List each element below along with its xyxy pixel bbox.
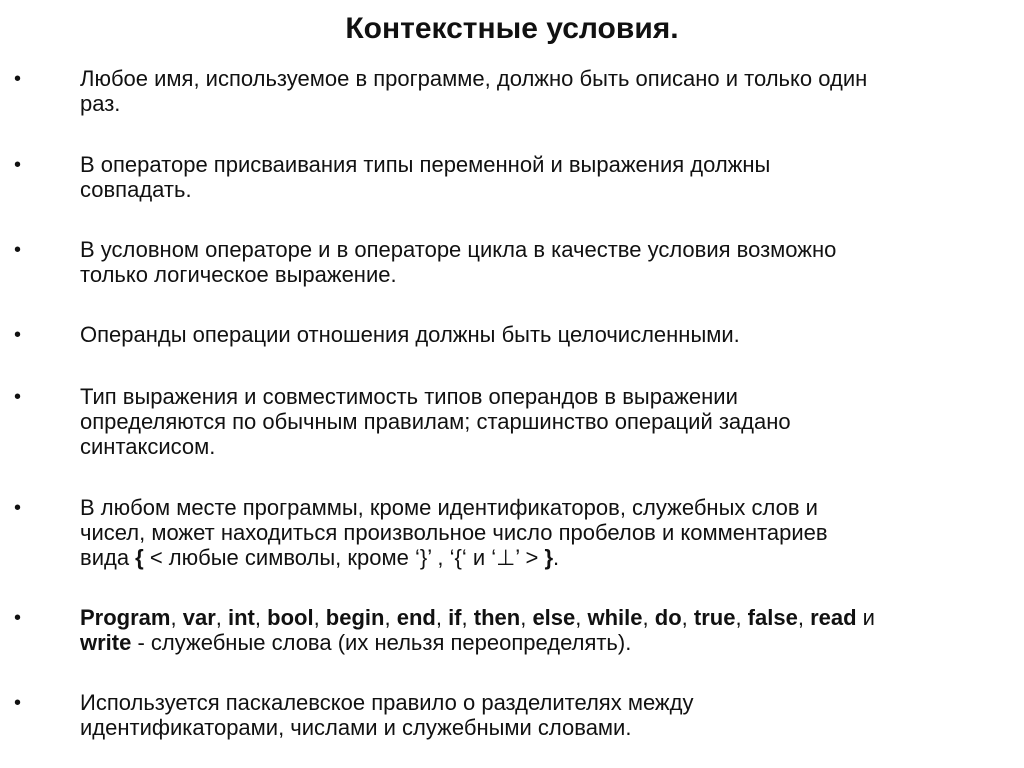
keyword: bool (267, 605, 314, 630)
bullet-icon: • (14, 239, 22, 261)
list-item-text: В операторе присваивания типы переменной и выражения должны совпадать. (80, 152, 771, 202)
close-brace: } (544, 545, 553, 570)
keyword: do (654, 605, 682, 630)
bullet-icon: • (14, 607, 22, 629)
keyword: false (747, 605, 798, 630)
keyword: int (228, 605, 255, 630)
list-item-text (80, 605, 1010, 655)
keyword-separator: , (170, 605, 183, 630)
list-item-text: В условном операторе и в операторе цикла в качестве условия возможно только логическое выражение. (80, 237, 837, 287)
keyword-separator: , (642, 605, 655, 630)
keyword: true (693, 605, 736, 630)
keyword-description: - служебные слова (их нельзя переопределять). (131, 630, 632, 655)
keyword: else (532, 605, 576, 630)
keyword-separator: , (461, 605, 474, 630)
keyword-separator: , (215, 605, 228, 630)
list-item-text: В любом месте программы, кроме идентификаторов, служебных слов и чисел, может находиться произвольное число пробелов и комментариев вида { < любые символы, кроме ‘}’ , ‘{‘ и ‘⊥’ > }. (80, 495, 828, 570)
keyword: then (473, 605, 521, 630)
bullet-icon: • (14, 386, 22, 408)
keyword-separator: , (520, 605, 533, 630)
keyword: begin (325, 605, 385, 630)
bullet-icon: • (14, 68, 22, 90)
keyword-separator: , (735, 605, 748, 630)
bullet-icon: • (14, 324, 22, 346)
keyword-separator: , (254, 605, 268, 630)
bullet-icon: • (14, 497, 22, 519)
keyword-conjunction: и (856, 605, 875, 630)
keyword: if (448, 605, 462, 630)
keyword-separator: , (435, 605, 449, 630)
keyword-separator: , (313, 605, 326, 630)
slide-title: Контекстные условия. (345, 12, 679, 45)
keyword: var (182, 605, 216, 630)
keyword-separator: , (384, 605, 397, 630)
list-item-text: Любое имя, используемое в программе, должно быть описано и только один раз. (80, 66, 868, 116)
keyword-separator: , (797, 605, 811, 630)
bullet-icon: • (14, 154, 22, 176)
list-item-text: Операнды операции отношения должны быть целочисленными. (80, 322, 740, 347)
keyword: end (396, 605, 436, 630)
open-brace: { (135, 545, 144, 570)
keyword: while (587, 605, 643, 630)
keyword: read (810, 605, 857, 630)
list-item-text: Тип выражения и совместимость типов операндов в выражении определяются по обычным правилам; старшинство операций задано синтаксисом. (80, 384, 791, 459)
list-item-text: Используется паскалевское правило о разделителях между идентификаторами, числами и служебными словами. (80, 690, 694, 740)
keyword: Program (80, 605, 171, 630)
keyword-separator: , (575, 605, 588, 630)
keyword: write (80, 630, 132, 655)
bullet-icon: • (14, 692, 22, 714)
keyword-separator: , (681, 605, 694, 630)
